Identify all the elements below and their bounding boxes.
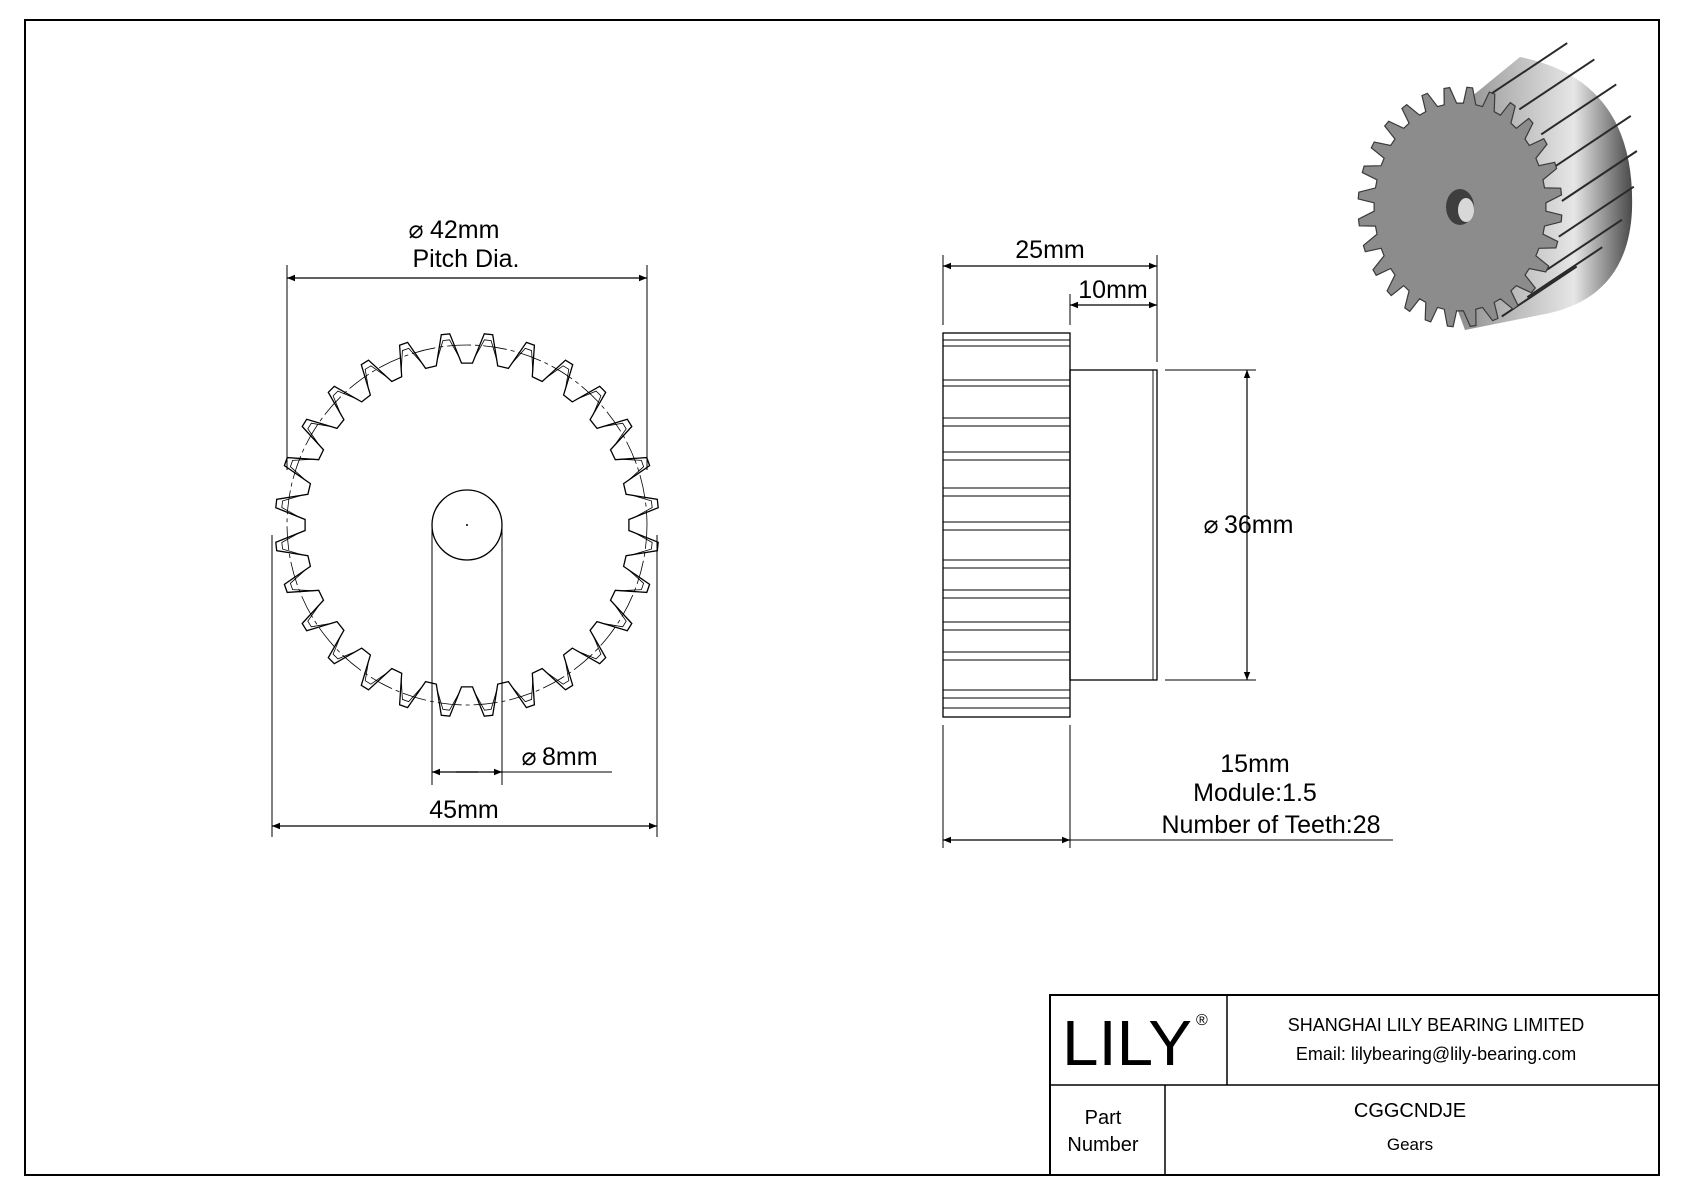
- hub-length-value: 10mm: [1078, 276, 1148, 304]
- part-label-line2: Number: [1067, 1134, 1139, 1156]
- gear-tooth-lines: [943, 340, 1070, 708]
- gear-isometric-render: [1358, 43, 1637, 330]
- hub-dia-value: 36mm: [1224, 511, 1294, 539]
- part-label-line1: Part: [1084, 1107, 1122, 1129]
- company-email: Email: lilybearing@lily-bearing.com: [1295, 1044, 1577, 1064]
- pitch-dia-label: Pitch Dia.: [412, 245, 520, 273]
- total-length-value: 25mm: [1015, 236, 1085, 264]
- center-mark: [466, 524, 468, 526]
- bore-value: 8mm: [542, 743, 598, 771]
- pitch-dia-diameter-symbol: ⌀: [408, 216, 424, 244]
- outer-width-value: 45mm: [429, 796, 499, 824]
- side-view: [943, 236, 1393, 848]
- gear-bore-highlight: [1458, 198, 1474, 222]
- gear-body: [943, 333, 1070, 717]
- part-category: Gears: [1386, 1135, 1434, 1154]
- pitch-dia-value: 42mm: [430, 216, 500, 244]
- company-logo: LILY: [1062, 1007, 1192, 1079]
- front-view: [272, 216, 658, 837]
- hub-dia-diameter-symbol: ⌀: [1203, 511, 1219, 539]
- bore-diameter-symbol: ⌀: [521, 743, 537, 771]
- teeth-count: Number of Teeth:28: [1161, 811, 1381, 839]
- hub-body: [1070, 370, 1157, 680]
- module-value: Module:1.5: [1193, 779, 1317, 807]
- company-name: SHANGHAI LILY BEARING LIMITED: [1287, 1015, 1585, 1035]
- logo-registered-mark: ®: [1196, 1012, 1208, 1029]
- face-width-value: 15mm: [1220, 750, 1290, 778]
- part-number: CGGCNDJE: [1353, 1100, 1467, 1122]
- title-block: [1050, 995, 1659, 1175]
